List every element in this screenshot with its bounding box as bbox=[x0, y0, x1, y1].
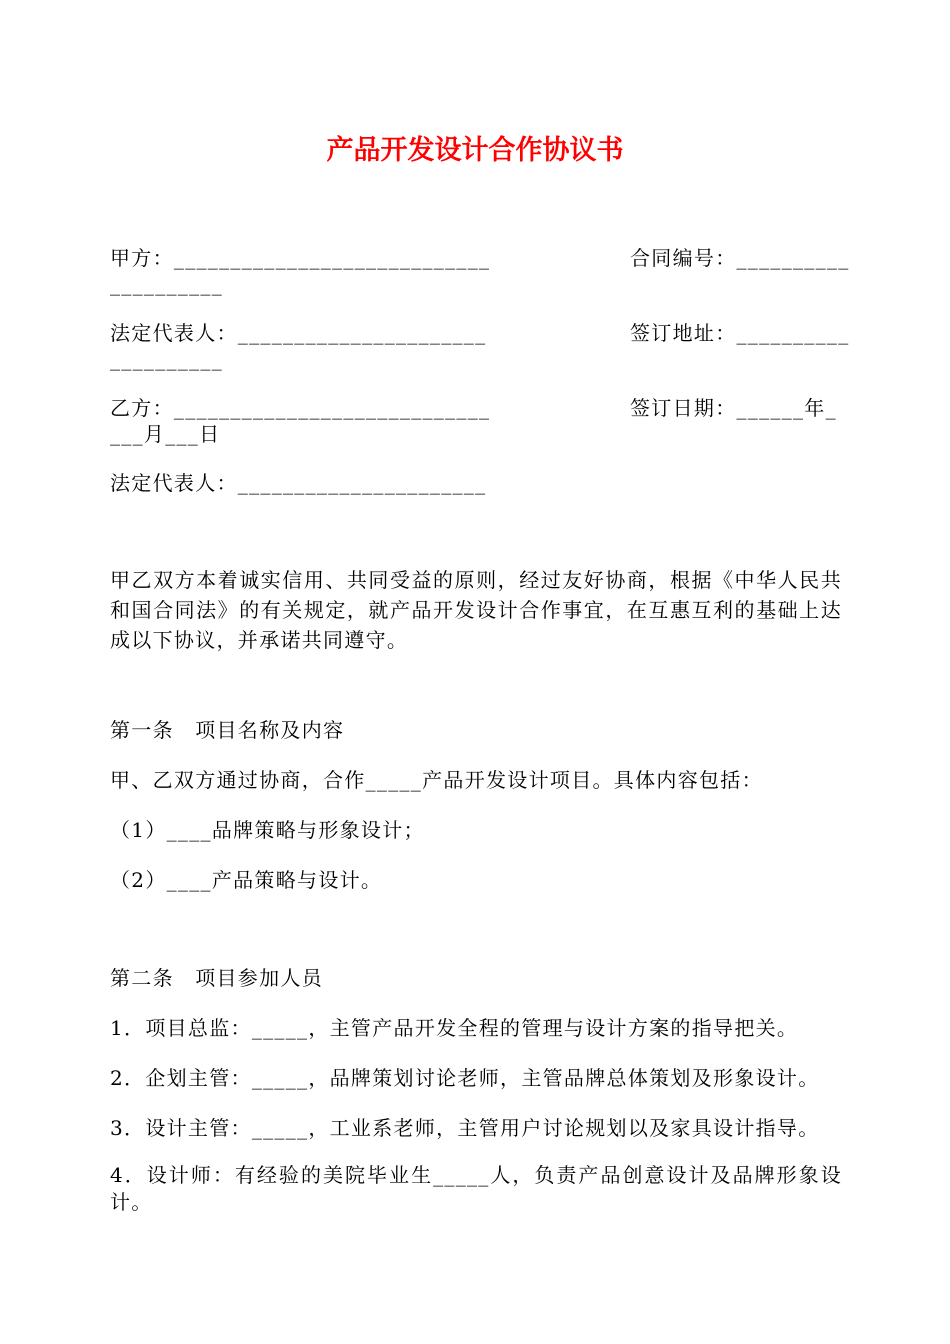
legal-rep-b-field: 法定代表人：______________________ bbox=[110, 471, 487, 495]
article1-item1: （1）____品牌策略与形象设计； bbox=[110, 818, 425, 842]
legal-rep-a-field: 法定代表人：______________________ bbox=[110, 321, 487, 345]
party-a-field: 甲方：____________________________ bbox=[110, 246, 491, 270]
sign-date-field: 签订日期：______年_ bbox=[630, 396, 837, 420]
article1-item2: （2）____产品策略与设计。 bbox=[110, 868, 383, 892]
sign-place-field: 签订地址：__________ bbox=[630, 321, 850, 345]
sign-place-continuation: __________ bbox=[110, 347, 223, 371]
article2-heading: 第二条 项目参加人员 bbox=[110, 966, 323, 990]
article2-item3: 3．设计主管：_____，工业系老师，主管用户讨论规划以及家具设计指导。 bbox=[110, 1116, 820, 1140]
document-title: 产品开发设计合作协议书 bbox=[326, 135, 624, 166]
article2-item1: 1．项目总监：_____，主管产品开发全程的管理与设计方案的指导把关。 bbox=[110, 1016, 799, 1040]
intro-paragraph: 甲乙双方本着诚实信用、共同受益的原则，经过友好协商，根据《中华人民共和国合同法》的有关规定，就产品开发设计合作事宜，在互惠互利的基础上达成以下协议，并承诺共同遵守。 bbox=[110, 568, 842, 652]
article1-heading: 第一条 项目名称及内容 bbox=[110, 718, 345, 742]
article2-item2: 2．企划主管：_____，品牌策划讨论老师，主管品牌总体策划及形象设计。 bbox=[110, 1066, 820, 1090]
party-b-field: 乙方：____________________________ bbox=[110, 396, 491, 420]
article1-text: 甲、乙双方通过协商，合作_____产品开发设计项目。具体内容包括： bbox=[110, 768, 763, 792]
contract-number-field: 合同编号：__________ bbox=[630, 246, 850, 270]
sign-date-continuation: ___月___日 bbox=[110, 422, 221, 446]
contract-number-continuation: __________ bbox=[110, 272, 223, 296]
article2-item4: 4．设计师：有经验的美院毕业生_____人，负责产品创意设计及品牌形象设计。 bbox=[110, 1163, 842, 1214]
